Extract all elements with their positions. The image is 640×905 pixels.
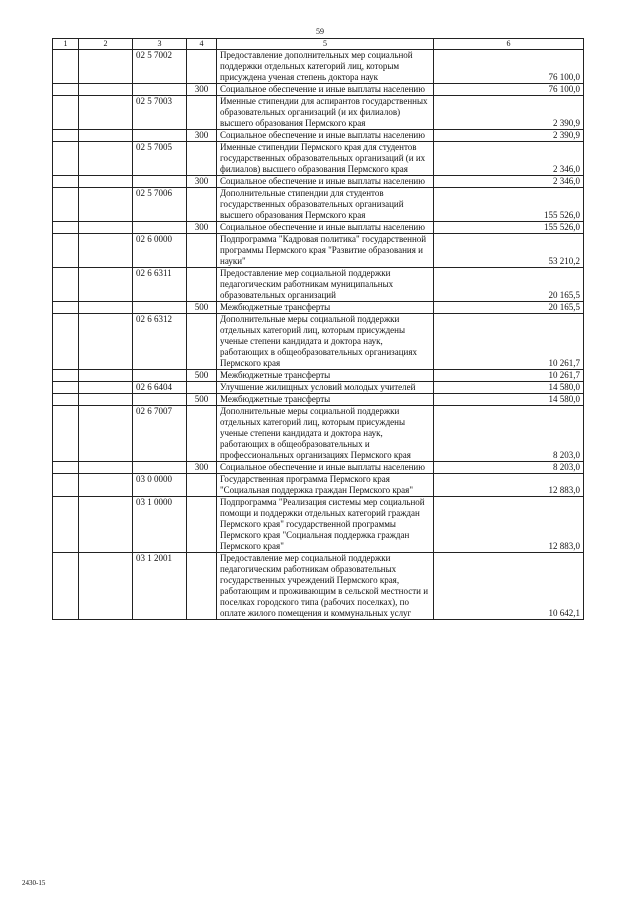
cell-col1	[53, 474, 79, 497]
page-number: 59	[316, 27, 324, 36]
table-row	[53, 96, 584, 130]
cell-expense-type: 300	[187, 222, 217, 234]
table-row	[53, 188, 584, 222]
cell-amount: 2 346,0	[434, 176, 584, 188]
header-col-6: 6	[434, 39, 584, 50]
cell-target-code	[133, 84, 187, 96]
table-row	[53, 302, 584, 314]
cell-amount: 10 261,7	[434, 314, 584, 370]
cell-amount: 2 346,0	[434, 142, 584, 176]
cell-amount: 53 210,2	[434, 234, 584, 268]
cell-expense-type	[187, 474, 217, 497]
cell-col2	[79, 222, 133, 234]
cell-target-code	[133, 394, 187, 406]
cell-target-code: 02 6 7007	[133, 406, 187, 462]
cell-col2	[79, 130, 133, 142]
cell-amount: 8 203,0	[434, 462, 584, 474]
cell-description: Дополнительные стипендии для студентов государственных образовательных организаций высшего образования Пермского края	[217, 188, 434, 222]
cell-amount: 20 165,5	[434, 268, 584, 302]
cell-description: Межбюджетные трансферты	[217, 302, 434, 314]
cell-description: Межбюджетные трансферты	[217, 370, 434, 382]
table-row	[53, 382, 584, 394]
cell-col2	[79, 50, 133, 84]
cell-description: Именные стипендии для аспирантов государственных образовательных организаций (и их филиалов) высшего образования Пермского края	[217, 96, 434, 130]
cell-target-code: 03 0 0000	[133, 474, 187, 497]
cell-amount: 2 390,9	[434, 96, 584, 130]
cell-expense-type	[187, 314, 217, 370]
cell-amount: 10 261,7	[434, 370, 584, 382]
header-col-4: 4	[187, 39, 217, 50]
cell-target-code	[133, 370, 187, 382]
cell-expense-type: 300	[187, 176, 217, 188]
cell-description: Предоставление мер социальной поддержки педагогическим работникам образовательных государственных учреждений Пермского края, работающим и проживающим в сельской местности и поселках городского типа (рабочих поселках), по оплате жилого помещения и коммунальных услуг	[217, 553, 434, 620]
cell-expense-type	[187, 50, 217, 84]
table-row	[53, 222, 584, 234]
cell-col2	[79, 382, 133, 394]
cell-description: Подпрограмма "Кадровая политика" государственной программы Пермского края "Развитие образования и науки"	[217, 234, 434, 268]
cell-col1	[53, 268, 79, 302]
cell-target-code	[133, 462, 187, 474]
cell-amount: 155 526,0	[434, 222, 584, 234]
budget-table	[52, 38, 584, 620]
cell-target-code: 02 6 6311	[133, 268, 187, 302]
cell-expense-type	[187, 96, 217, 130]
cell-col1	[53, 497, 79, 553]
cell-col1	[53, 382, 79, 394]
cell-target-code: 02 5 7003	[133, 96, 187, 130]
cell-col2	[79, 96, 133, 130]
cell-col1	[53, 553, 79, 620]
cell-description: Государственная программа Пермского края "Социальная поддержка граждан Пермского края"	[217, 474, 434, 497]
cell-col1	[53, 394, 79, 406]
cell-expense-type	[187, 268, 217, 302]
header-col-3: 3	[133, 39, 187, 50]
cell-amount: 8 203,0	[434, 406, 584, 462]
table-row	[53, 176, 584, 188]
cell-col2	[79, 497, 133, 553]
cell-expense-type: 300	[187, 462, 217, 474]
cell-expense-type	[187, 142, 217, 176]
table-row	[53, 142, 584, 176]
cell-amount: 14 580,0	[434, 382, 584, 394]
cell-expense-type	[187, 234, 217, 268]
cell-target-code	[133, 222, 187, 234]
cell-col1	[53, 188, 79, 222]
cell-target-code	[133, 176, 187, 188]
cell-amount: 2 390,9	[434, 130, 584, 142]
header-col-2: 2	[79, 39, 133, 50]
table-row	[53, 462, 584, 474]
cell-description: Социальное обеспечение и иные выплаты населению	[217, 130, 434, 142]
table-row	[53, 370, 584, 382]
table-row	[53, 84, 584, 96]
cell-col1	[53, 302, 79, 314]
cell-description: Социальное обеспечение и иные выплаты населению	[217, 176, 434, 188]
cell-col2	[79, 394, 133, 406]
cell-col2	[79, 370, 133, 382]
cell-col1	[53, 370, 79, 382]
cell-expense-type	[187, 382, 217, 394]
cell-col1	[53, 96, 79, 130]
cell-col2	[79, 188, 133, 222]
header-col-5: 5	[217, 39, 434, 50]
cell-col2	[79, 234, 133, 268]
cell-col1	[53, 234, 79, 268]
cell-description: Предоставление дополнительных мер социальной поддержки отдельных категорий лиц, которым присуждена ученая степень доктора наук	[217, 50, 434, 84]
cell-target-code: 03 1 0000	[133, 497, 187, 553]
cell-col2	[79, 314, 133, 370]
cell-col1	[53, 462, 79, 474]
table-row	[53, 50, 584, 84]
cell-expense-type	[187, 497, 217, 553]
cell-expense-type	[187, 188, 217, 222]
cell-target-code: 02 5 7006	[133, 188, 187, 222]
table-row	[53, 406, 584, 462]
cell-expense-type: 300	[187, 130, 217, 142]
cell-description: Социальное обеспечение и иные выплаты населению	[217, 222, 434, 234]
document-stamp: 2430-15	[22, 879, 46, 887]
cell-amount: 12 883,0	[434, 497, 584, 553]
table-row	[53, 394, 584, 406]
cell-description: Предоставление мер социальной поддержки педагогическим работникам муниципальных образовательных организаций	[217, 268, 434, 302]
table-row	[53, 268, 584, 302]
cell-description: Именные стипендии Пермского края для студентов государственных образовательных организаций (и их филиалов) высшего образования Пермского края	[217, 142, 434, 176]
cell-target-code: 02 6 6404	[133, 382, 187, 394]
cell-col1	[53, 142, 79, 176]
cell-description: Межбюджетные трансферты	[217, 394, 434, 406]
table-body	[53, 50, 584, 620]
cell-target-code: 02 6 0000	[133, 234, 187, 268]
cell-col1	[53, 84, 79, 96]
cell-expense-type: 500	[187, 394, 217, 406]
cell-col2	[79, 142, 133, 176]
table-row	[53, 234, 584, 268]
cell-expense-type: 500	[187, 370, 217, 382]
cell-amount: 12 883,0	[434, 474, 584, 497]
cell-description: Улучшение жилищных условий молодых учителей	[217, 382, 434, 394]
cell-col1	[53, 406, 79, 462]
cell-target-code: 03 1 2001	[133, 553, 187, 620]
cell-target-code: 02 5 7005	[133, 142, 187, 176]
cell-col1	[53, 314, 79, 370]
cell-description: Дополнительные меры социальной поддержки отдельных категорий лиц, которым присуждены ученые степени кандидата и доктора наук, работающих в общеобразовательных организациях Пермского края	[217, 314, 434, 370]
cell-amount: 10 642,1	[434, 553, 584, 620]
cell-description: Социальное обеспечение и иные выплаты населению	[217, 84, 434, 96]
cell-col2	[79, 553, 133, 620]
cell-description: Социальное обеспечение и иные выплаты населению	[217, 462, 434, 474]
cell-target-code: 02 5 7002	[133, 50, 187, 84]
cell-col1	[53, 222, 79, 234]
cell-expense-type	[187, 553, 217, 620]
cell-target-code	[133, 130, 187, 142]
header-col-1: 1	[53, 39, 79, 50]
table-header-row	[53, 39, 584, 50]
cell-expense-type	[187, 406, 217, 462]
table-row	[53, 497, 584, 553]
table-row	[53, 553, 584, 620]
cell-col2	[79, 176, 133, 188]
cell-target-code	[133, 302, 187, 314]
cell-target-code: 02 6 6312	[133, 314, 187, 370]
cell-col2	[79, 406, 133, 462]
cell-amount: 20 165,5	[434, 302, 584, 314]
cell-amount: 76 100,0	[434, 50, 584, 84]
cell-amount: 155 526,0	[434, 188, 584, 222]
cell-col2	[79, 462, 133, 474]
cell-amount: 14 580,0	[434, 394, 584, 406]
cell-col1	[53, 176, 79, 188]
cell-col1	[53, 130, 79, 142]
table-row	[53, 474, 584, 497]
table-row	[53, 314, 584, 370]
cell-col1	[53, 50, 79, 84]
cell-col2	[79, 268, 133, 302]
cell-col2	[79, 84, 133, 96]
cell-expense-type: 300	[187, 84, 217, 96]
cell-amount: 76 100,0	[434, 84, 584, 96]
cell-expense-type: 500	[187, 302, 217, 314]
table-row	[53, 130, 584, 142]
cell-description: Дополнительные меры социальной поддержки отдельных категорий лиц, которым присуждены ученые степени кандидата и доктора наук, работающих в общеобразовательных и профессиональных организациях Пермского края	[217, 406, 434, 462]
cell-col2	[79, 474, 133, 497]
cell-description: Подпрограмма "Реализация системы мер социальной помощи и поддержки отдельных категорий граждан Пермского края" государственной программы Пермского края "Социальная поддержка граждан Пермского края"	[217, 497, 434, 553]
cell-col2	[79, 302, 133, 314]
